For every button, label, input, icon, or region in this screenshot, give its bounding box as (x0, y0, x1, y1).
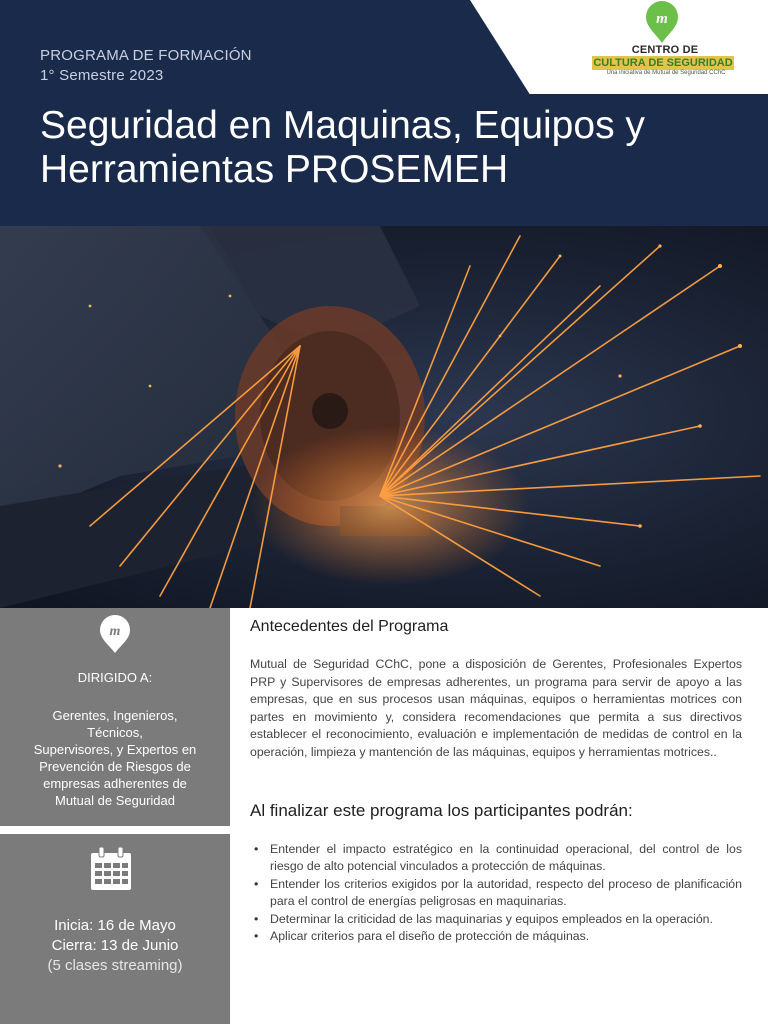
logo-text-top: CENTRO DE (631, 44, 699, 56)
mutual-pin-icon (98, 614, 132, 654)
mutual-pin-icon (644, 0, 680, 44)
grinder-sparks-image (0, 226, 768, 608)
audience-line: Técnicos, (87, 725, 143, 740)
svg-text:m: m (656, 11, 668, 27)
audience-line: Prevención de Riesgos de (39, 759, 191, 774)
audience-line: Mutual de Seguridad (55, 793, 175, 808)
finalizar-heading: Al finalizar este programa los participantes podrán: (250, 801, 633, 820)
dirigido-label: DIRIGIDO A: (77, 670, 153, 685)
antecedentes-paragraph: Mutual de Seguridad CChC, pone a disposición de Gerentes, Profesionales Expertos PRP y Supervisores de empresas adherentes, un programa para servir de apoyo a las empresas, que en sus procesos usan máquinas, equipos o herramientas motrices con partes en movimiento y, considera recomendaciones que permita a sus directivos establecer el reconocimiento, evaluación e implementación de medidas de control en la operación, limpieza y mantención de las máquinas, equipos y herramientas motrices.. (250, 657, 742, 759)
hero-photo (0, 226, 768, 608)
program-label-block (40, 46, 252, 86)
svg-text:m: m (109, 624, 121, 639)
end-date: Cierra: 13 de Junio (51, 937, 179, 954)
audience-line: Supervisores, y Expertos en (33, 742, 197, 757)
audience-text (14, 707, 216, 809)
logo-text-main: CULTURA DE SEGURIDAD (593, 57, 733, 69)
page-title: Seguridad en Maquinas, Equipos y Herramientas PROSEMEH (40, 104, 645, 191)
logo-tagline: Una iniciativa de Mutual de Seguridad CChC (606, 70, 726, 76)
calendar-icon (89, 846, 133, 892)
objectives-list (250, 841, 742, 945)
list-item: • Entender el impacto estratégico en la continuidad operacional, del control de los riesgo de alto potencial vinculados a protección de máquinas. (250, 841, 742, 876)
program-label: PROGRAMA DE FORMACIÓN (40, 47, 252, 64)
list-item: • Determinar la criticidad de las maquinarias y equipos empleados en la operación. (250, 911, 742, 928)
list-item: • Entender los criterios exigidos por la autoridad, respecto del proceso de planificación para el control de energías peligrosas en maquinarias. (250, 876, 742, 911)
list-item: • Aplicar criterios para el diseño de protección de máquinas. (250, 928, 742, 945)
start-date: Inicia: 16 de Mayo (54, 917, 176, 934)
antecedentes-heading: Antecedentes del Programa (250, 618, 449, 635)
audience-line: empresas adherentes de (43, 776, 187, 791)
audience-line: Gerentes, Ingenieros, (52, 708, 178, 723)
class-count: (5 clases streaming) (47, 957, 183, 974)
semester-label: 1° Semestre 2023 (40, 67, 164, 84)
